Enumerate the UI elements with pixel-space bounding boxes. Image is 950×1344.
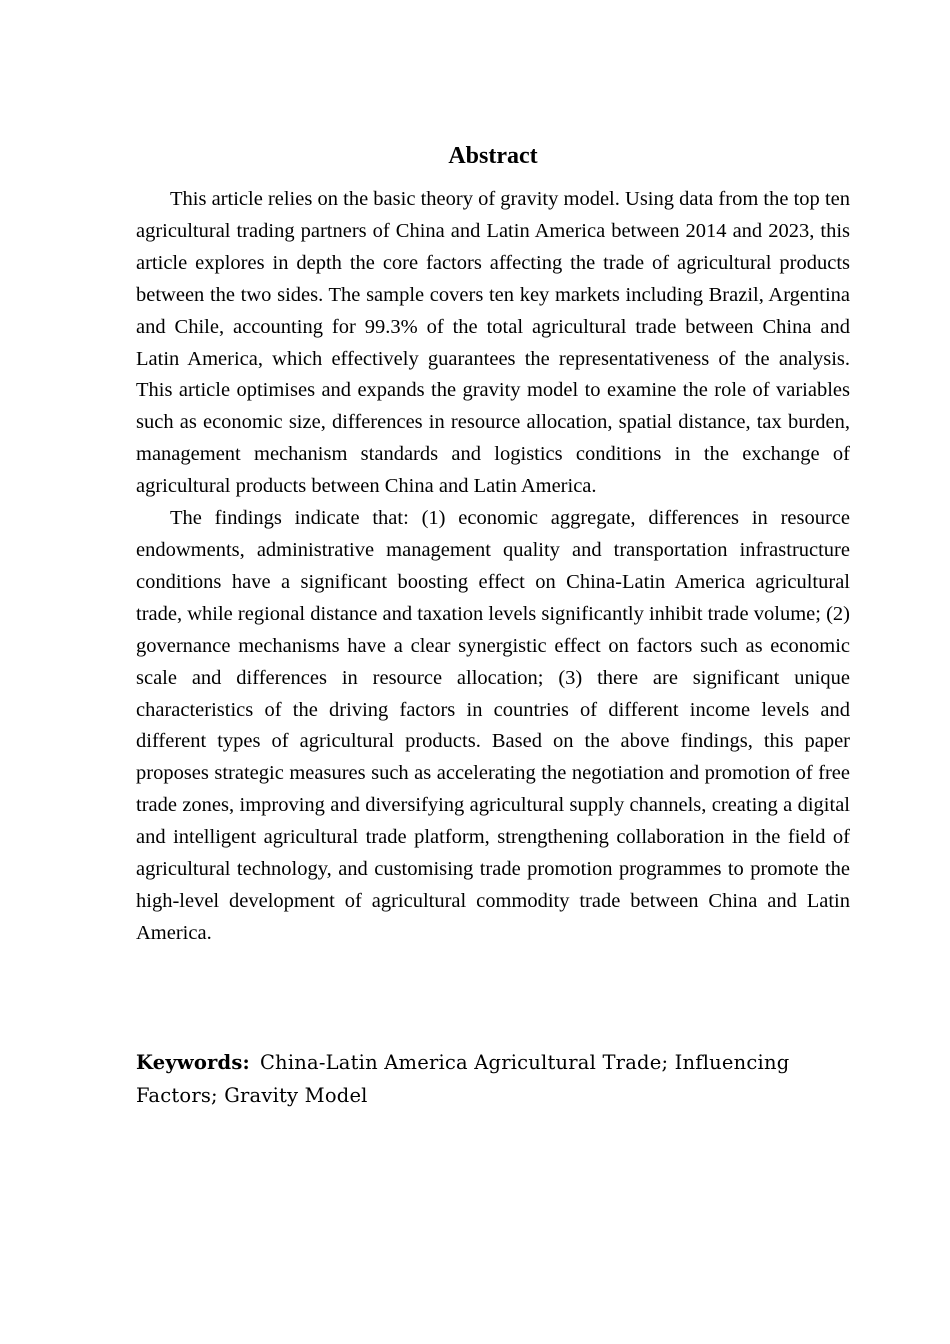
keywords-label: Keywords: — [136, 1051, 250, 1074]
abstract-paragraph-2: The findings indicate that: (1) economic aggregate, differences in resource endowments, administrative management quality and transportation infrastructure conditions have a significant boosting effect on China-Latin America agricultural trade, while regional distance and taxation levels significantly inhibit trade volume; (2) governance mechanisms have a clear synergistic effect on factors such as economic scale and differences in resource allocation; (3) there are significant unique characteristics of the driving factors in countries of different income levels and different types of agricultural products. Based on the above findings, this paper proposes strategic measures such as accelerating the negotiation and promotion of free trade zones, improving and diversifying agricultural supply channels, creating a digital and intelligent agricultural trade platform, strengthening collaboration in the field of agricultural technology, and customising trade promotion programmes to promote the high-level development of agricultural commodity trade between China and Latin America. — [136, 507, 850, 944]
keywords-text: China-Latin America Agricultural Trade; Influencing Factors; Gravity Model — [136, 1051, 790, 1107]
abstract-section — [136, 140, 850, 950]
keywords-line — [136, 1046, 796, 1112]
abstract-paragraph-1: This article relies on the basic theory of gravity model. Using data from the top ten agricultural trading partners of China and Latin America between 2014 and 2023, this article explores in depth the core factors affecting the trade of agricultural products between the two sides. The sample covers ten key markets including Brazil, Argentina and Chile, accounting for 99.3% of the total agricultural trade between China and Latin America, which effectively guarantees the representativeness of the analysis. This article optimises and expands the gravity model to examine the role of variables such as economic size, differences in resource allocation, spatial distance, tax burden, management mechanism standards and logistics conditions in the exchange of agricultural products between China and Latin America. — [136, 188, 850, 498]
abstract-title: Abstract — [448, 143, 538, 169]
abstract-body — [136, 184, 850, 950]
